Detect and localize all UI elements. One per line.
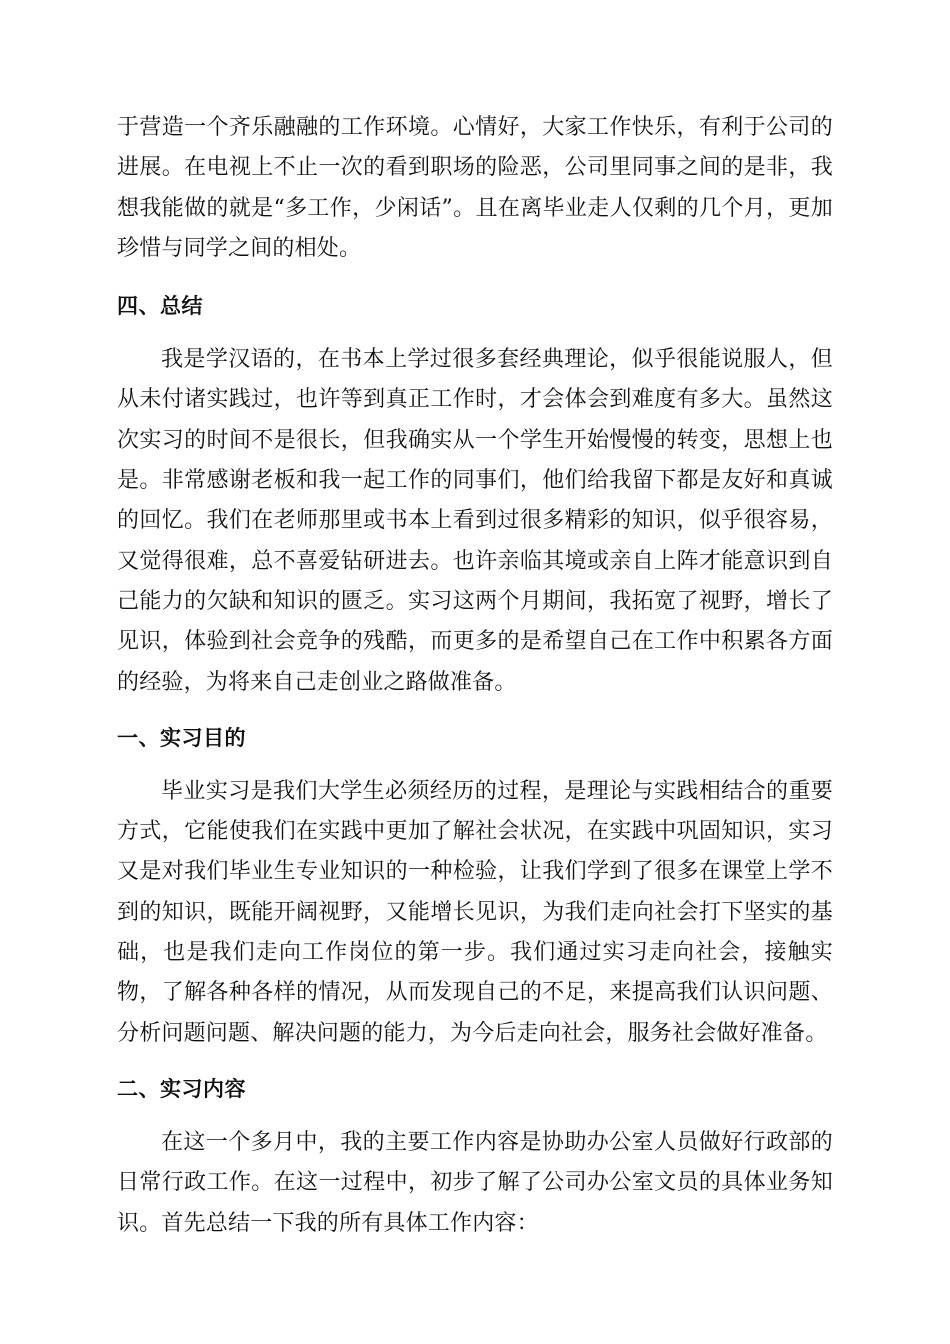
paragraph-internship-purpose: 毕业实习是我们大学生必须经历的过程，是理论与实践相结合的重要方式，它能使我们在实践中更加了解社会状况，在实践中巩固知识，实习又是对我们毕业生专业知识的一种检验，让我们学到了很多在课堂上学不到的知识，既能开阔视野，又能增长见识，为我们走向社会打下坚实的基础，也是我们走向工作岗位的第一步。我们通过实习走向社会，接触实物，了解各种各样的情况，从而发现自己的不足，来提高我们认识问题、分析问题问题、解决问题的能力，为今后走向社会，服务社会做好准备。	[117, 778, 833, 1046]
heading-summary: 四、总结	[117, 294, 203, 319]
heading-internship-purpose: 一、实习目的	[117, 725, 246, 750]
heading-internship-content: 二、实习内容	[117, 1076, 246, 1101]
paragraph-summary: 我是学汉语的，在书本上学过很多套经典理论，似乎很能说服人，但从未付诸实践过，也许等到真正工作时，才会体会到难度有多大。虽然这次实习的时间不是很长，但我确实从一个学生开始慢慢的转变，思想上也是。非常感谢老板和我一起工作的同事们，他们给我留下都是友好和真诚的回忆。我们在老师那里或书本上看到过很多精彩的知识，似乎很容易，又觉得很难，总不喜爱钻研进去。也许亲临其境或亲自上阵才能意识到自己能力的欠缺和知识的匮乏。实习这两个月期间，我拓宽了视野，增长了见识，体验到社会竞争的残酷，而更多的是希望自己在工作中积累各方面的经验，为将来自己走创业之路做准备。	[117, 347, 833, 695]
paragraph-internship-content: 在这一个多月中，我的主要工作内容是协助办公室人员做好行政部的日常行政工作。在这一过程中，初步了解了公司办公室文员的具体业务知识。首先总结一下我的所有具体工作内容：	[117, 1129, 833, 1236]
paragraph-work-environment: 于营造一个齐乐融融的工作环境。心情好，大家工作快乐，有利于公司的进展。在电视上不止一次的看到职场的险恶，公司里同事之间的是非，我想我能做的就是“多工作，少闲话”。且在离毕业走人仅剩的几个月，更加珍惜与同学之间的相处。	[117, 115, 833, 261]
document-body	[117, 108, 833, 1244]
